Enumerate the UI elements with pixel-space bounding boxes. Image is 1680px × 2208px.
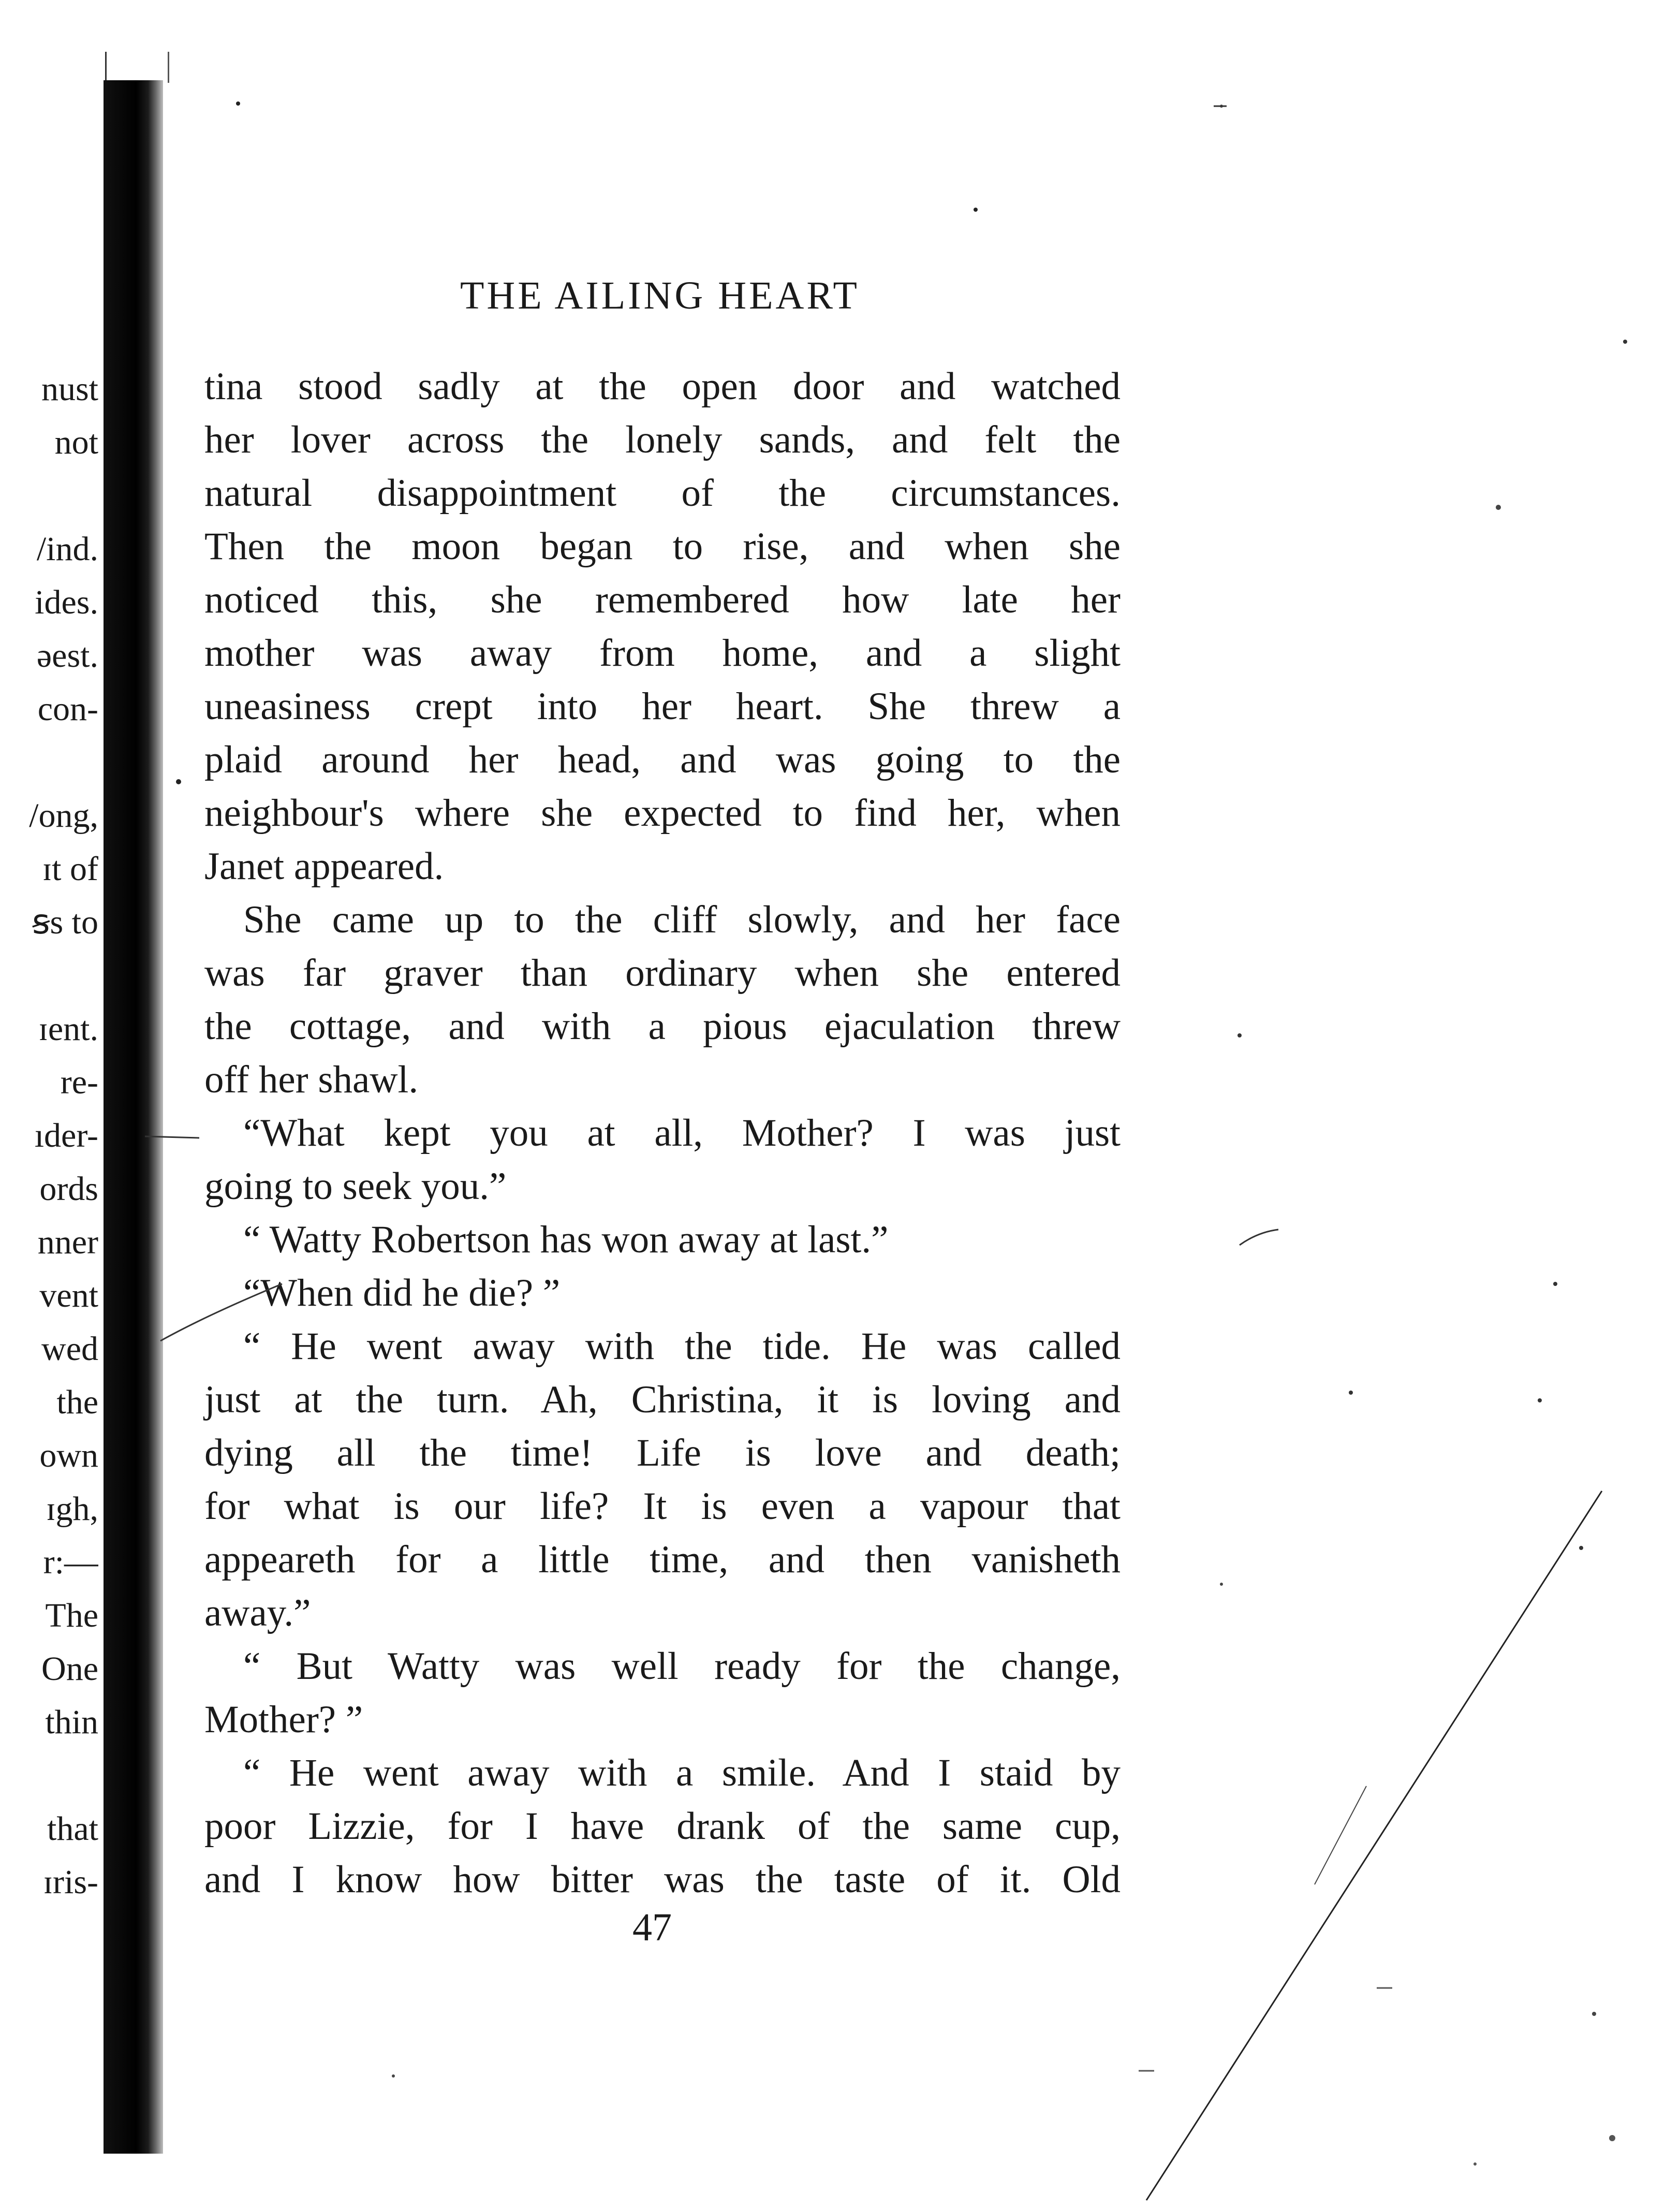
text-line: was far graver than ordinary when she entered bbox=[204, 952, 1121, 995]
page-number: 47 bbox=[632, 1906, 672, 1949]
fragment-line: thin bbox=[45, 1703, 98, 1741]
text-line: “ Watty Robertson has won away at last.” bbox=[243, 1218, 889, 1261]
fragment-line: ords bbox=[39, 1170, 98, 1208]
fragment-line: ɪris- bbox=[43, 1863, 98, 1901]
pencil-mark bbox=[160, 1284, 282, 1341]
text-line: neighbour's where she expected to find her, when bbox=[204, 792, 1121, 835]
speck bbox=[236, 101, 240, 106]
text-line: off her shawl. bbox=[204, 1058, 419, 1101]
fragment-line: the bbox=[56, 1383, 98, 1421]
fragment-line: own bbox=[39, 1437, 98, 1474]
speck bbox=[1609, 2135, 1615, 2141]
text-line: appeareth for a little time, and then vanisheth bbox=[204, 1538, 1121, 1581]
text-line: her lover across the lonely sands, and felt the bbox=[204, 418, 1121, 461]
crease-line bbox=[1146, 1491, 1602, 2200]
text-line: just at the turn. Ah, Christina, it is loving and bbox=[204, 1378, 1121, 1421]
speck bbox=[1623, 340, 1627, 344]
text-line: Mother? ” bbox=[204, 1698, 363, 1741]
speck bbox=[974, 208, 978, 212]
text-line: Then the moon began to rise, and when she bbox=[204, 525, 1121, 568]
speck bbox=[176, 779, 181, 784]
fragment-line: ɪgh, bbox=[46, 1490, 98, 1528]
fragment-line: that bbox=[47, 1810, 98, 1848]
text-line: “ He went away with the tide. He was called bbox=[243, 1325, 1121, 1368]
speck bbox=[1496, 505, 1501, 510]
text-line: poor Lizzie, for I have drank of the same cup, bbox=[204, 1805, 1121, 1848]
fragment-line: not bbox=[54, 423, 98, 461]
speck bbox=[1553, 1282, 1557, 1286]
speck bbox=[1220, 1583, 1223, 1586]
text-line: “ He went away with a smile. And I staid by bbox=[243, 1751, 1121, 1794]
text-line: plaid around her head, and was going to the bbox=[204, 738, 1121, 781]
speck bbox=[1473, 2162, 1477, 2166]
fragment-line: ıder- bbox=[34, 1117, 98, 1154]
fragment-line: /ong, bbox=[29, 797, 98, 835]
text-line: noticed this, she remembered how late her bbox=[204, 578, 1121, 621]
fragment-line: nner bbox=[37, 1223, 98, 1261]
text-line: “When did he die? ” bbox=[243, 1271, 561, 1314]
fragment-line: /ind. bbox=[36, 530, 98, 568]
text-line: going to seek you.” bbox=[204, 1165, 507, 1208]
fragment-line: ɪent. bbox=[38, 1010, 98, 1048]
speck bbox=[1349, 1391, 1353, 1395]
text-line: “ But Watty was well ready for the change, bbox=[243, 1645, 1121, 1688]
fragment-line: ɪt of bbox=[42, 850, 98, 888]
text-line: uneasiness crept into her heart. She threw a bbox=[204, 685, 1121, 728]
fragment-line: con- bbox=[37, 690, 98, 728]
fragment-line: One bbox=[41, 1650, 98, 1688]
speck bbox=[1579, 1546, 1583, 1550]
speck bbox=[1592, 2012, 1596, 2016]
pencil-mark bbox=[145, 1136, 199, 1138]
text-line: She came up to the cliff slowly, and her face bbox=[243, 898, 1121, 941]
running-head: THE AILING HEART bbox=[460, 274, 860, 317]
text-line: dying all the time! Life is love and death; bbox=[204, 1431, 1121, 1474]
text-line: Janet appeared. bbox=[204, 845, 444, 888]
text-line: for what is our life? It is even a vapour that bbox=[204, 1485, 1121, 1528]
text-line: “What kept you at all, Mother? I was just bbox=[243, 1112, 1121, 1154]
text-line: mother was away from home, and a slight bbox=[204, 632, 1121, 675]
fragment-line: wed bbox=[41, 1330, 98, 1368]
text-line: natural disappointment of the circumstances. bbox=[204, 472, 1121, 515]
fragment-line: vent bbox=[39, 1277, 98, 1314]
speck bbox=[392, 2074, 395, 2078]
fragment-line: ides. bbox=[35, 583, 98, 621]
fragment-line: The bbox=[45, 1597, 98, 1634]
speck bbox=[1237, 1033, 1242, 1037]
text-line: the cottage, and with a pious ejaculation threw bbox=[204, 1005, 1121, 1048]
pencil-mark bbox=[1240, 1230, 1278, 1245]
text-line: and I know how bitter was the taste of it. Old bbox=[204, 1858, 1121, 1901]
text-line: away.” bbox=[204, 1591, 311, 1634]
text-line: tina stood sadly at the open door and watched bbox=[204, 365, 1121, 408]
fragment-line: ꞩs to bbox=[32, 903, 98, 941]
fragment-line: re- bbox=[60, 1063, 98, 1101]
fragment-line: əest. bbox=[36, 637, 98, 675]
speck bbox=[1538, 1398, 1542, 1402]
fragment-line: nust bbox=[41, 370, 98, 408]
fragment-line: r:— bbox=[43, 1543, 98, 1581]
